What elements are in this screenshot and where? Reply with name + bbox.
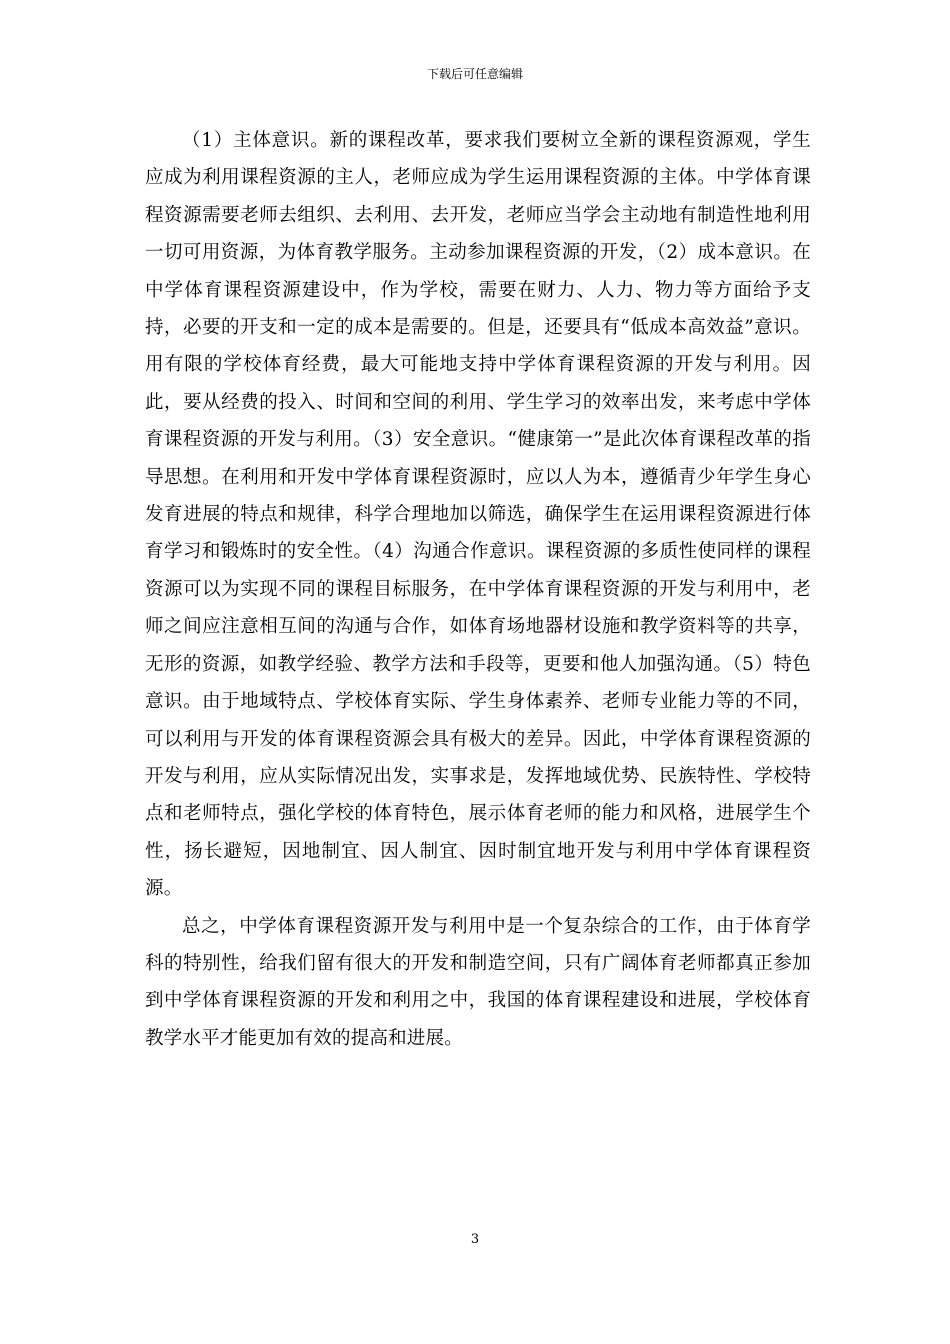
paragraph-conclusion: 总之，中学体育课程资源开发与利用中是一个复杂综合的工作，由于体育学科的特别性，给我们留有很大的开发和制造空间，只有广阔体育老师都真正参加到中学体育课程资源的开发和利用之中，我国的体育课程建设和进展，学校体育教学水平才能更加有效的提高和进展。: [145, 915, 811, 1049]
paragraph-awareness-list: （1）主体意识。新的课程改革，要求我们要树立全新的课程资源观，学生应成为利用课程资源的主人，老师应成为学生运用课程资源的主体。中学体育课程资源需要老师去组织、去利用、去开发，老师应当学会主动地有制造性地利用一切可用资源，为体育教学服务。主动参加课程资源的开发，（2）成本意识。在中学体育课程资源建设中，作为学校，需要在财力、人力、物力等方面给予支持，必要的开支和一定的成本是需要的。但是，还要具有“低成本高效益”意识。用有限的学校体育经费，最大可能地支持中学体育课程资源的开发与利用。因此，要从经费的投入、时间和空间的利用、学生学习的效率出发，来考虑中学体育课程资源的开发与利用。（3）安全意识。“健康第一”是此次体育课程改革的指导思想。在利用和开发中学体育课程资源时，应以人为本，遵循青少年学生身心发育进展的特点和规律，科学合理地加以筛选，确保学生在运用课程资源进行体育学习和锻炼时的安全性。（4）沟通合作意识。课程资源的多质性使同样的课程资源可以为实现不同的课程目标服务，在中学体育课程资源的开发与利用中，老师之间应注意相互间的沟通与合作，如体育场地器材设施和教学资料等的共享，无形的资源，如教学经验、教学方法和手段等，更要和他人加强沟通。（5）特色意识。由于地域特点、学校体育实际、学生身体素养、老师专业能力等的不同，可以利用与开发的体育课程资源会具有极大的差异。因此，中学体育课程资源的开发与利用，应从实际情况出发，实事求是，发挥地域优势、民族特性、学校特点和老师特点，强化学校的体育特色，展示体育老师的能力和风格，进展学生个性，扬长避短，因地制宜、因人制宜、因时制宜地开发与利用中学体育课程资源。: [145, 130, 811, 900]
document-body: [145, 122, 811, 1057]
page-header: 下载后可任意编辑: [426, 67, 523, 81]
page-number: 3: [470, 1232, 480, 1247]
